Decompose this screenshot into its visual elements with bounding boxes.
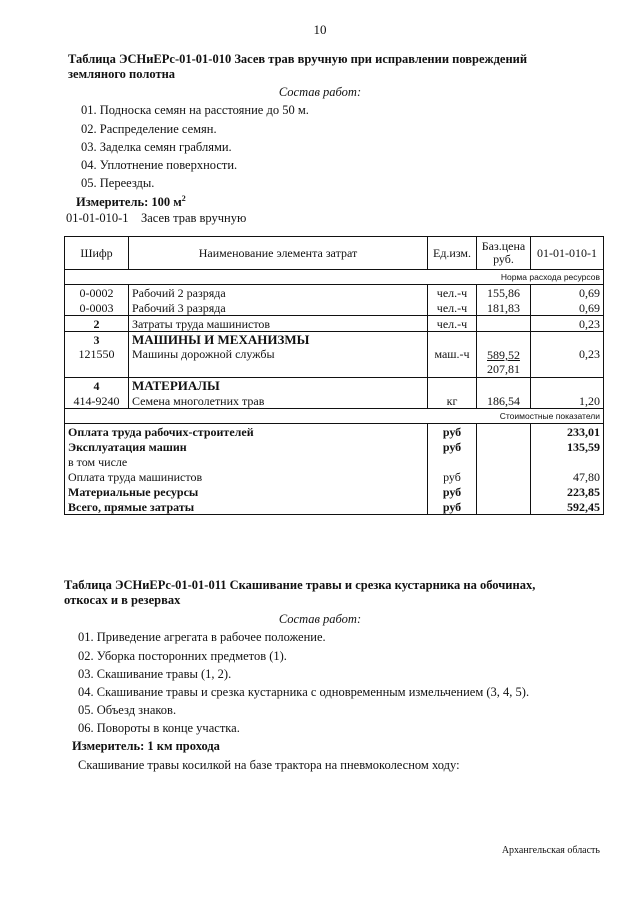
row-value: 0,69	[531, 300, 604, 316]
table1-title	[68, 52, 527, 82]
table2-title	[64, 578, 535, 608]
table-row	[65, 393, 604, 409]
cost-row	[65, 454, 604, 469]
empty-cell	[531, 378, 604, 394]
table-row	[65, 300, 604, 316]
cost-unit: руб	[428, 484, 477, 499]
measure-label: Измеритель: 100 м	[76, 195, 182, 210]
table2-title-line2: откосах и в резервах	[64, 593, 181, 607]
empty-cell	[428, 454, 477, 469]
table1-step: 05. Переезды.	[81, 176, 155, 190]
row-value: 0,23	[531, 316, 604, 332]
row-code: 2	[65, 316, 129, 332]
cost-value: 47,80	[531, 469, 604, 484]
section-title: МАТЕРИАЛЫ	[129, 378, 428, 394]
row-price: 186,54	[477, 393, 531, 409]
resource-table	[64, 236, 604, 515]
table2-step: 06. Повороты в конце участка.	[78, 721, 240, 735]
table2-title-line1: Таблица ЭСНиЕРс-01-01-011 Скашивание травы и срезка кустарника на обочинах,	[64, 578, 536, 592]
empty-cell	[477, 424, 531, 440]
measure-superscript: 2	[181, 194, 186, 203]
empty-cell	[428, 409, 477, 424]
cost-value: 135,59	[531, 439, 604, 454]
row-value: 0,69	[531, 285, 604, 301]
col-header-code: Шифр	[65, 237, 129, 270]
row-price	[477, 316, 531, 332]
section-row	[65, 332, 604, 348]
row-name: Рабочий 3 разряда	[129, 300, 428, 316]
empty-cell	[477, 499, 531, 515]
cost-unit: руб	[428, 499, 477, 515]
footer-region: Архангельская область	[501, 845, 600, 856]
cost-row	[65, 439, 604, 454]
table2-note: Скашивание травы косилкой на базе трактора на пневмоколесном ходу:	[78, 758, 460, 772]
cost-name: в том числе	[65, 454, 428, 469]
row-value: 1,20	[531, 393, 604, 409]
table1-title-line1: Таблица ЭСНиЕРс-01-01-010 Засев трав вручную при исправлении повреждений	[68, 52, 528, 66]
table2-step: 04. Скашивание травы и срезка кустарника с одновременным измельчением (3, 4, 5).	[78, 685, 530, 699]
table-header-row	[65, 237, 604, 270]
empty-cell	[428, 332, 477, 348]
table-row	[65, 285, 604, 301]
table1-title-line2: земляного полотна	[68, 67, 176, 81]
cost-name: Оплата труда машинистов	[65, 469, 428, 484]
table2-step: 01. Приведение агрегата в рабочее положение.	[78, 630, 326, 644]
row-price: 181,83	[477, 300, 531, 316]
row-unit: маш.-ч	[428, 347, 477, 378]
col-header-value: 01-01-010-1	[531, 237, 604, 270]
cost-name: Оплата труда рабочих-строителей	[65, 424, 428, 440]
cost-name: Материальные ресурсы	[65, 484, 428, 499]
row-name: Затраты труда машинистов	[129, 316, 428, 332]
table1-step: 03. Заделка семян граблями.	[81, 140, 232, 154]
row-unit: чел.-ч	[428, 316, 477, 332]
cost-row	[65, 469, 604, 484]
cost-row	[65, 484, 604, 499]
row-name: Машины дорожной службы	[129, 347, 428, 378]
row-code: 0-0002	[65, 285, 129, 301]
table1-code-line: 01-01-010-1 Засев трав вручную	[66, 211, 247, 225]
empty-cell	[65, 270, 129, 285]
empty-cell	[477, 484, 531, 499]
empty-cell	[477, 378, 531, 394]
empty-cell	[477, 454, 531, 469]
col-header-name: Наименование элемента затрат	[129, 237, 428, 270]
row-price: 155,86	[477, 285, 531, 301]
empty-cell	[428, 270, 477, 285]
table-row	[65, 316, 604, 332]
cost-row	[65, 424, 604, 440]
table1-step: 04. Уплотнение поверхности.	[81, 158, 238, 172]
row-code: 121550	[65, 347, 129, 378]
empty-cell	[531, 332, 604, 348]
empty-cell	[531, 454, 604, 469]
table2-measure: Измеритель: 1 км прохода	[72, 739, 220, 753]
row-name: Семена многолетних трав	[129, 393, 428, 409]
table-row	[65, 347, 604, 378]
section-code: 3	[65, 332, 129, 348]
empty-cell	[428, 378, 477, 394]
section-title: МАШИНЫ И МЕХАНИЗМЫ	[129, 332, 428, 348]
norm-label: Норма расхода ресурсов	[477, 270, 604, 285]
cost-value: 592,45	[531, 499, 604, 515]
cost-unit: руб	[428, 424, 477, 440]
cost-unit: руб	[428, 469, 477, 484]
empty-cell	[477, 439, 531, 454]
empty-cell	[129, 270, 428, 285]
table2-step: 03. Скашивание травы (1, 2).	[78, 667, 232, 681]
table1-step: 01. Подноска семян на расстояние до 50 м.	[81, 103, 309, 117]
cost-row	[65, 499, 604, 515]
table2-step: 02. Уборка посторонних предметов (1).	[78, 649, 287, 663]
row-code: 0-0003	[65, 300, 129, 316]
row-unit: кг	[428, 393, 477, 409]
table1-measure	[76, 194, 186, 210]
price-secondary: 207,81	[487, 362, 520, 376]
cost-value: 233,01	[531, 424, 604, 440]
row-unit: чел.-ч	[428, 300, 477, 316]
cost-label: Стоимостные показатели	[477, 409, 604, 424]
cost-name: Эксплуатация машин	[65, 439, 428, 454]
row-name: Рабочий 2 разряда	[129, 285, 428, 301]
section-row	[65, 378, 604, 394]
empty-cell	[477, 469, 531, 484]
table2-step: 05. Объезд знаков.	[78, 703, 177, 717]
table1-step: 02. Распределение семян.	[81, 122, 217, 136]
cost-label-row	[65, 409, 604, 424]
row-unit: чел.-ч	[428, 285, 477, 301]
cost-name: Всего, прямые затраты	[65, 499, 428, 515]
price-primary: 589,52	[487, 348, 520, 362]
table2-sostav-heading: Состав работ:	[278, 612, 362, 626]
row-price	[477, 347, 531, 378]
empty-cell	[65, 409, 129, 424]
col-header-unit: Ед.изм.	[428, 237, 477, 270]
cost-value: 223,85	[531, 484, 604, 499]
cost-unit: руб	[428, 439, 477, 454]
row-code: 414-9240	[65, 393, 129, 409]
table1-sostav-heading: Состав работ:	[278, 85, 362, 99]
page-number: 10	[313, 22, 327, 37]
empty-cell	[477, 332, 531, 348]
col-header-price: Баз.цена руб.	[477, 237, 531, 270]
norm-label-row	[65, 270, 604, 285]
row-value: 0,23	[531, 347, 604, 378]
empty-cell	[129, 409, 428, 424]
section-code: 4	[65, 378, 129, 394]
